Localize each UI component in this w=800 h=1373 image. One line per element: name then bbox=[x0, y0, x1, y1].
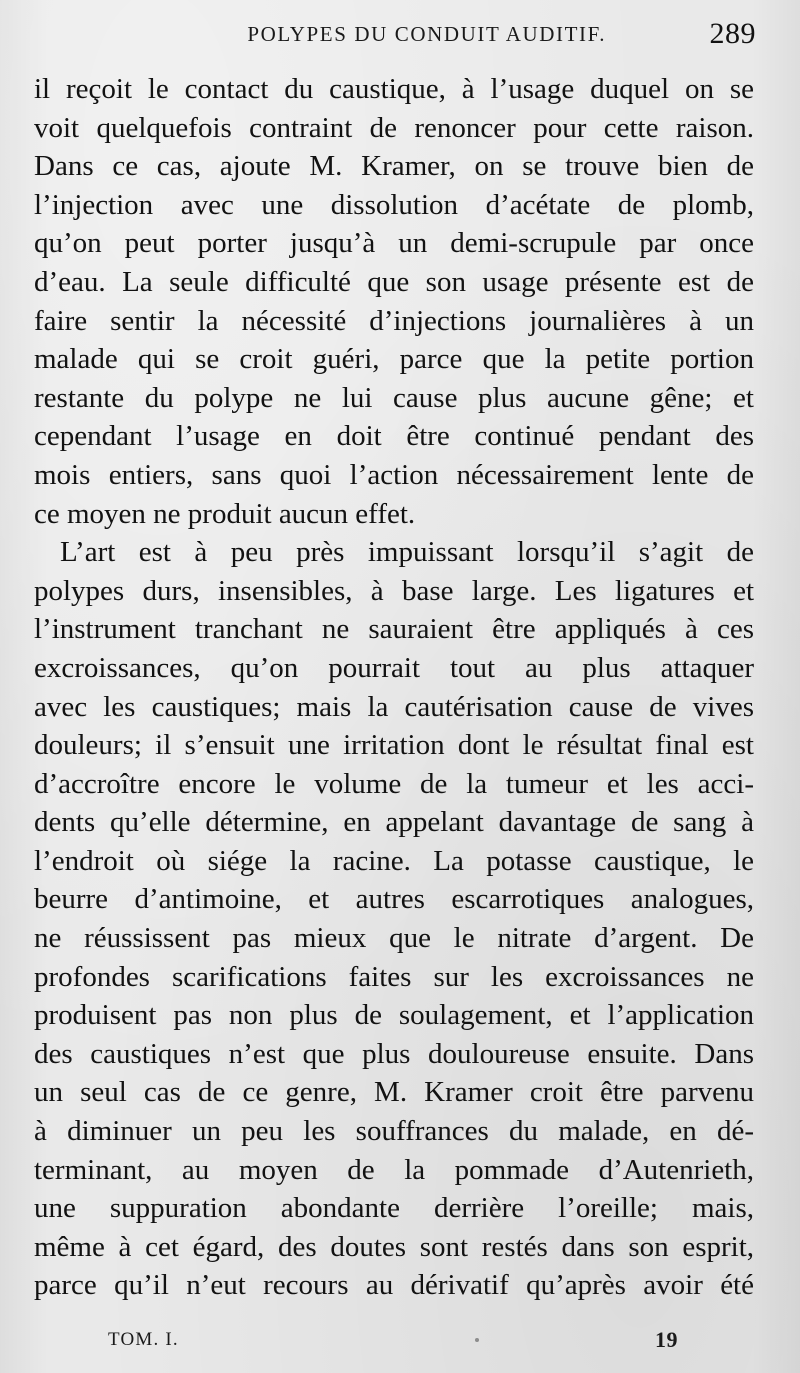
text-line: cependant l’usage en doit être continué pendant des bbox=[34, 420, 754, 453]
text-line: il reçoit le contact du caustique, à l’usage duquel on se bbox=[34, 73, 754, 105]
text-line: d’accroître encore le volume de la tumeur et les acci- bbox=[34, 767, 754, 800]
text-line: l’instrument tranchant ne sauraient être appliqués à ces bbox=[34, 613, 754, 646]
text-line: des caustiques n’est que plus douloureuse ensuite. Dans bbox=[34, 1037, 754, 1070]
text-line: avec les caustiques; mais la cautérisation cause de vives bbox=[34, 690, 754, 723]
body-text bbox=[34, 70, 754, 1305]
text-line: un seul cas de ce genre, M. Kramer croit être parvenu bbox=[34, 1076, 754, 1109]
text-line: une suppuration abondante derrière l’oreille; mais, bbox=[34, 1192, 754, 1225]
text-line: mois entiers, sans quoi l’action nécessairement lente de bbox=[34, 458, 754, 491]
text-line: faire sentir la nécessité d’injections journalières à un bbox=[34, 304, 754, 337]
running-head bbox=[34, 14, 756, 54]
text-line: terminant, au moyen de la pommade d’Autenrieth, bbox=[34, 1153, 754, 1186]
text-line: qu’on peut porter jusqu’à un demi-scrupule par once bbox=[34, 227, 754, 260]
text-line: voit quelquefois contraint de renoncer pour cette raison. bbox=[34, 111, 754, 144]
ink-dot bbox=[475, 1338, 479, 1342]
text-line: à diminuer un peu les souffrances du malade, en dé- bbox=[34, 1115, 754, 1148]
text-line: polypes durs, insensibles, à base large. Les ligatures et bbox=[34, 574, 754, 607]
text-line: restante du polype ne lui cause plus aucune gêne; et bbox=[34, 381, 754, 414]
text-line: ce moyen ne produit aucun effet. bbox=[34, 497, 416, 530]
text-line: excroissances, qu’on pourrait tout au plus attaquer bbox=[34, 651, 754, 684]
text-line: malade qui se croit guéri, parce que la petite portion bbox=[34, 343, 754, 376]
text-line: l’injection avec une dissolution d’acétate de plomb, bbox=[34, 188, 754, 221]
text-line: produisent pas non plus de soulagement, et l’application bbox=[34, 999, 754, 1032]
text-line: parce qu’il n’eut recours au dérivatif qu’après avoir été bbox=[34, 1269, 754, 1302]
text-line: beurre d’antimoine, et autres escarrotiques analogues, bbox=[34, 883, 754, 916]
page-number: 289 bbox=[709, 17, 756, 50]
signature-mark: 19 bbox=[654, 1327, 678, 1352]
text-line: d’eau. La seule difficulté que son usage présente est de bbox=[34, 265, 754, 298]
text-line: douleurs; il s’ensuit une irritation dont le résultat final est bbox=[34, 729, 754, 762]
text-line: L’art est à peu près impuissant lorsqu’il s’agit de bbox=[60, 536, 754, 569]
text-line: Dans ce cas, ajoute M. Kramer, on se trouve bien de bbox=[34, 150, 754, 183]
text-line: ne réussissent pas mieux que le nitrate d’argent. De bbox=[34, 922, 754, 955]
volume-mark: TOM. I. bbox=[108, 1329, 179, 1350]
text-line: l’endroit où siége la racine. La potasse caustique, le bbox=[34, 844, 754, 877]
running-title: POLYPES DU CONDUIT AUDITIF. bbox=[247, 21, 607, 46]
text-line: même à cet égard, des doutes sont restés dans son esprit, bbox=[34, 1230, 754, 1263]
text-line: dents qu’elle détermine, en appelant davantage de sang à bbox=[34, 806, 754, 839]
page-footer bbox=[108, 1322, 678, 1358]
text-line: profondes scarifications faites sur les excroissances ne bbox=[34, 960, 754, 993]
